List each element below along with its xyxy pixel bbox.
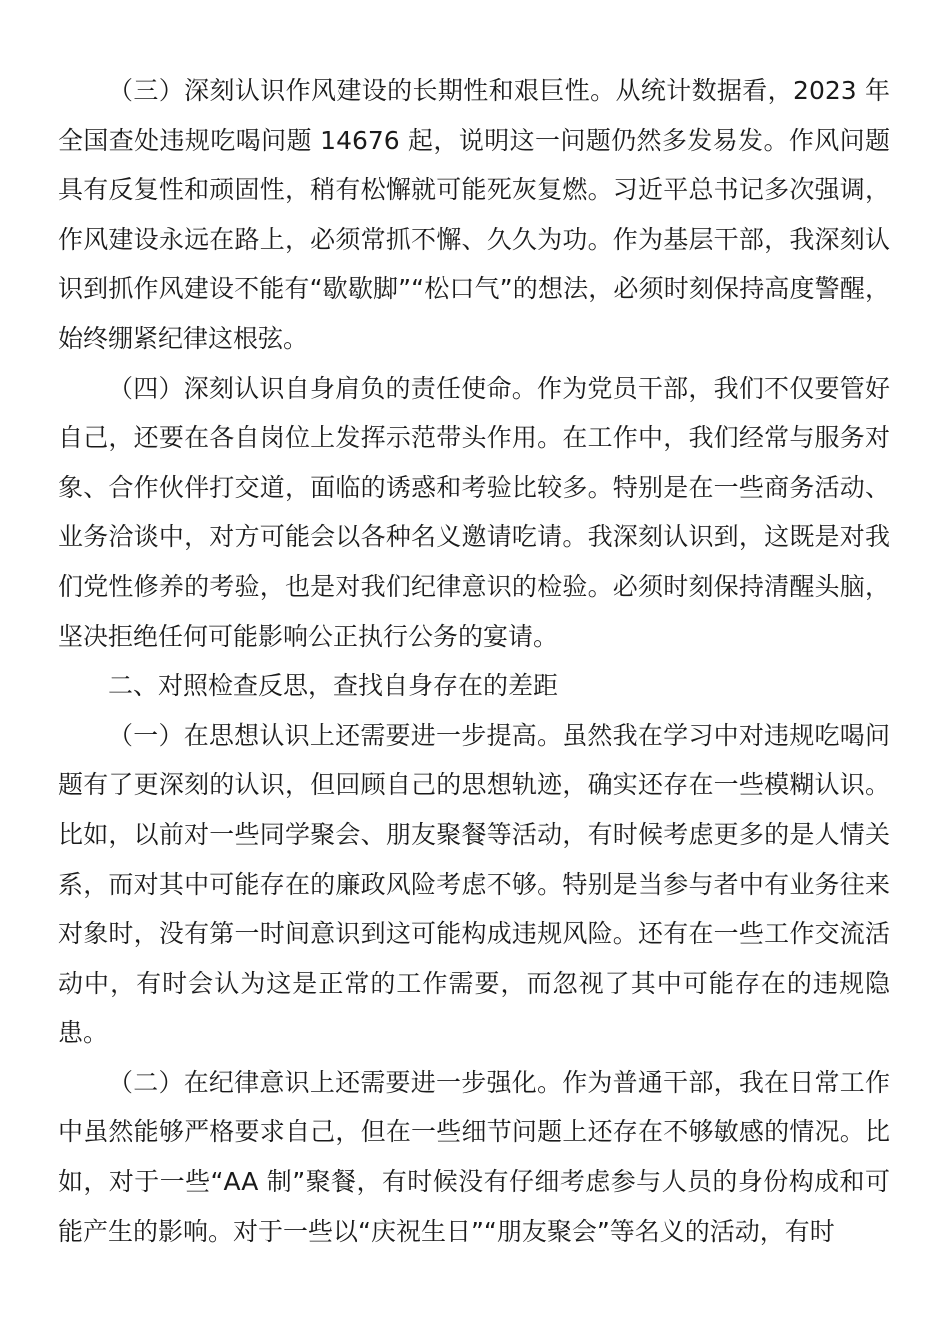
- paragraph-section-3: （三）深刻认识作风建设的长期性和艰巨性。从统计数据看，2023 年全国查处违规吃喝问题 14676 起，说明这一问题仍然多发易发。作风问题具有反复性和顽固性，稍有松懈就可能死灰复燃。习近平总书记多次强调，作风建设永远在路上，必须常抓不懈、久久为功。作为基层干部，我深刻认识到抓作风建设不能有“歇歇脚”“松口气”的想法，必须时刻保持高度警醒，始终绷紧纪律这根弦。: [58, 76, 890, 353]
- paragraph-subsection-2: （二）在纪律意识上还需要进一步强化。作为普通干部，我在日常工作中虽然能够严格要求自己，但在一些细节问题上还存在不够敏感的情况。比如，对于一些“AA 制”聚餐，有时候没有仔细考虑参与人员的身份构成和可能产生的影响。对于一些以“庆祝生日”“朋友聚会”等名义的活动，有时: [58, 1067, 890, 1246]
- document-body: [58, 66, 890, 1256]
- paragraph-section-4: （四）深刻认识自身肩负的责任使命。作为党员干部，我们不仅要管好自己，还要在各自岗位上发挥示范带头作用。在工作中，我们经常与服务对象、合作伙伴打交道，面临的诱惑和考验比较多。特别是在一些商务活动、业务洽谈中，对方可能会以各种名义邀请吃请。我深刻认识到，这既是对我们党性修养的考验，也是对我们纪律意识的检验。必须时刻保持清醒头脑，坚决拒绝任何可能影响公正执行公务的宴请。: [58, 373, 890, 651]
- paragraph-subsection-1: （一）在思想认识上还需要进一步提高。虽然我在学习中对违规吃喝问题有了更深刻的认识，但回顾自己的思想轨迹，确实还存在一些模糊认识。比如，以前对一些同学聚会、朋友聚餐等活动，有时候考虑更多的是人情关系，而对其中可能存在的廉政风险考虑不够。特别是当参与者中有业务往来对象时，没有第一时间意识到这可能构成违规风险。还有在一些工作交流活动中，有时会认为这是正常的工作需要，而忽视了其中可能存在的违规隐患。: [58, 720, 890, 1048]
- section-heading-2: 二、对照检查反思，查找自身存在的差距: [108, 671, 559, 701]
